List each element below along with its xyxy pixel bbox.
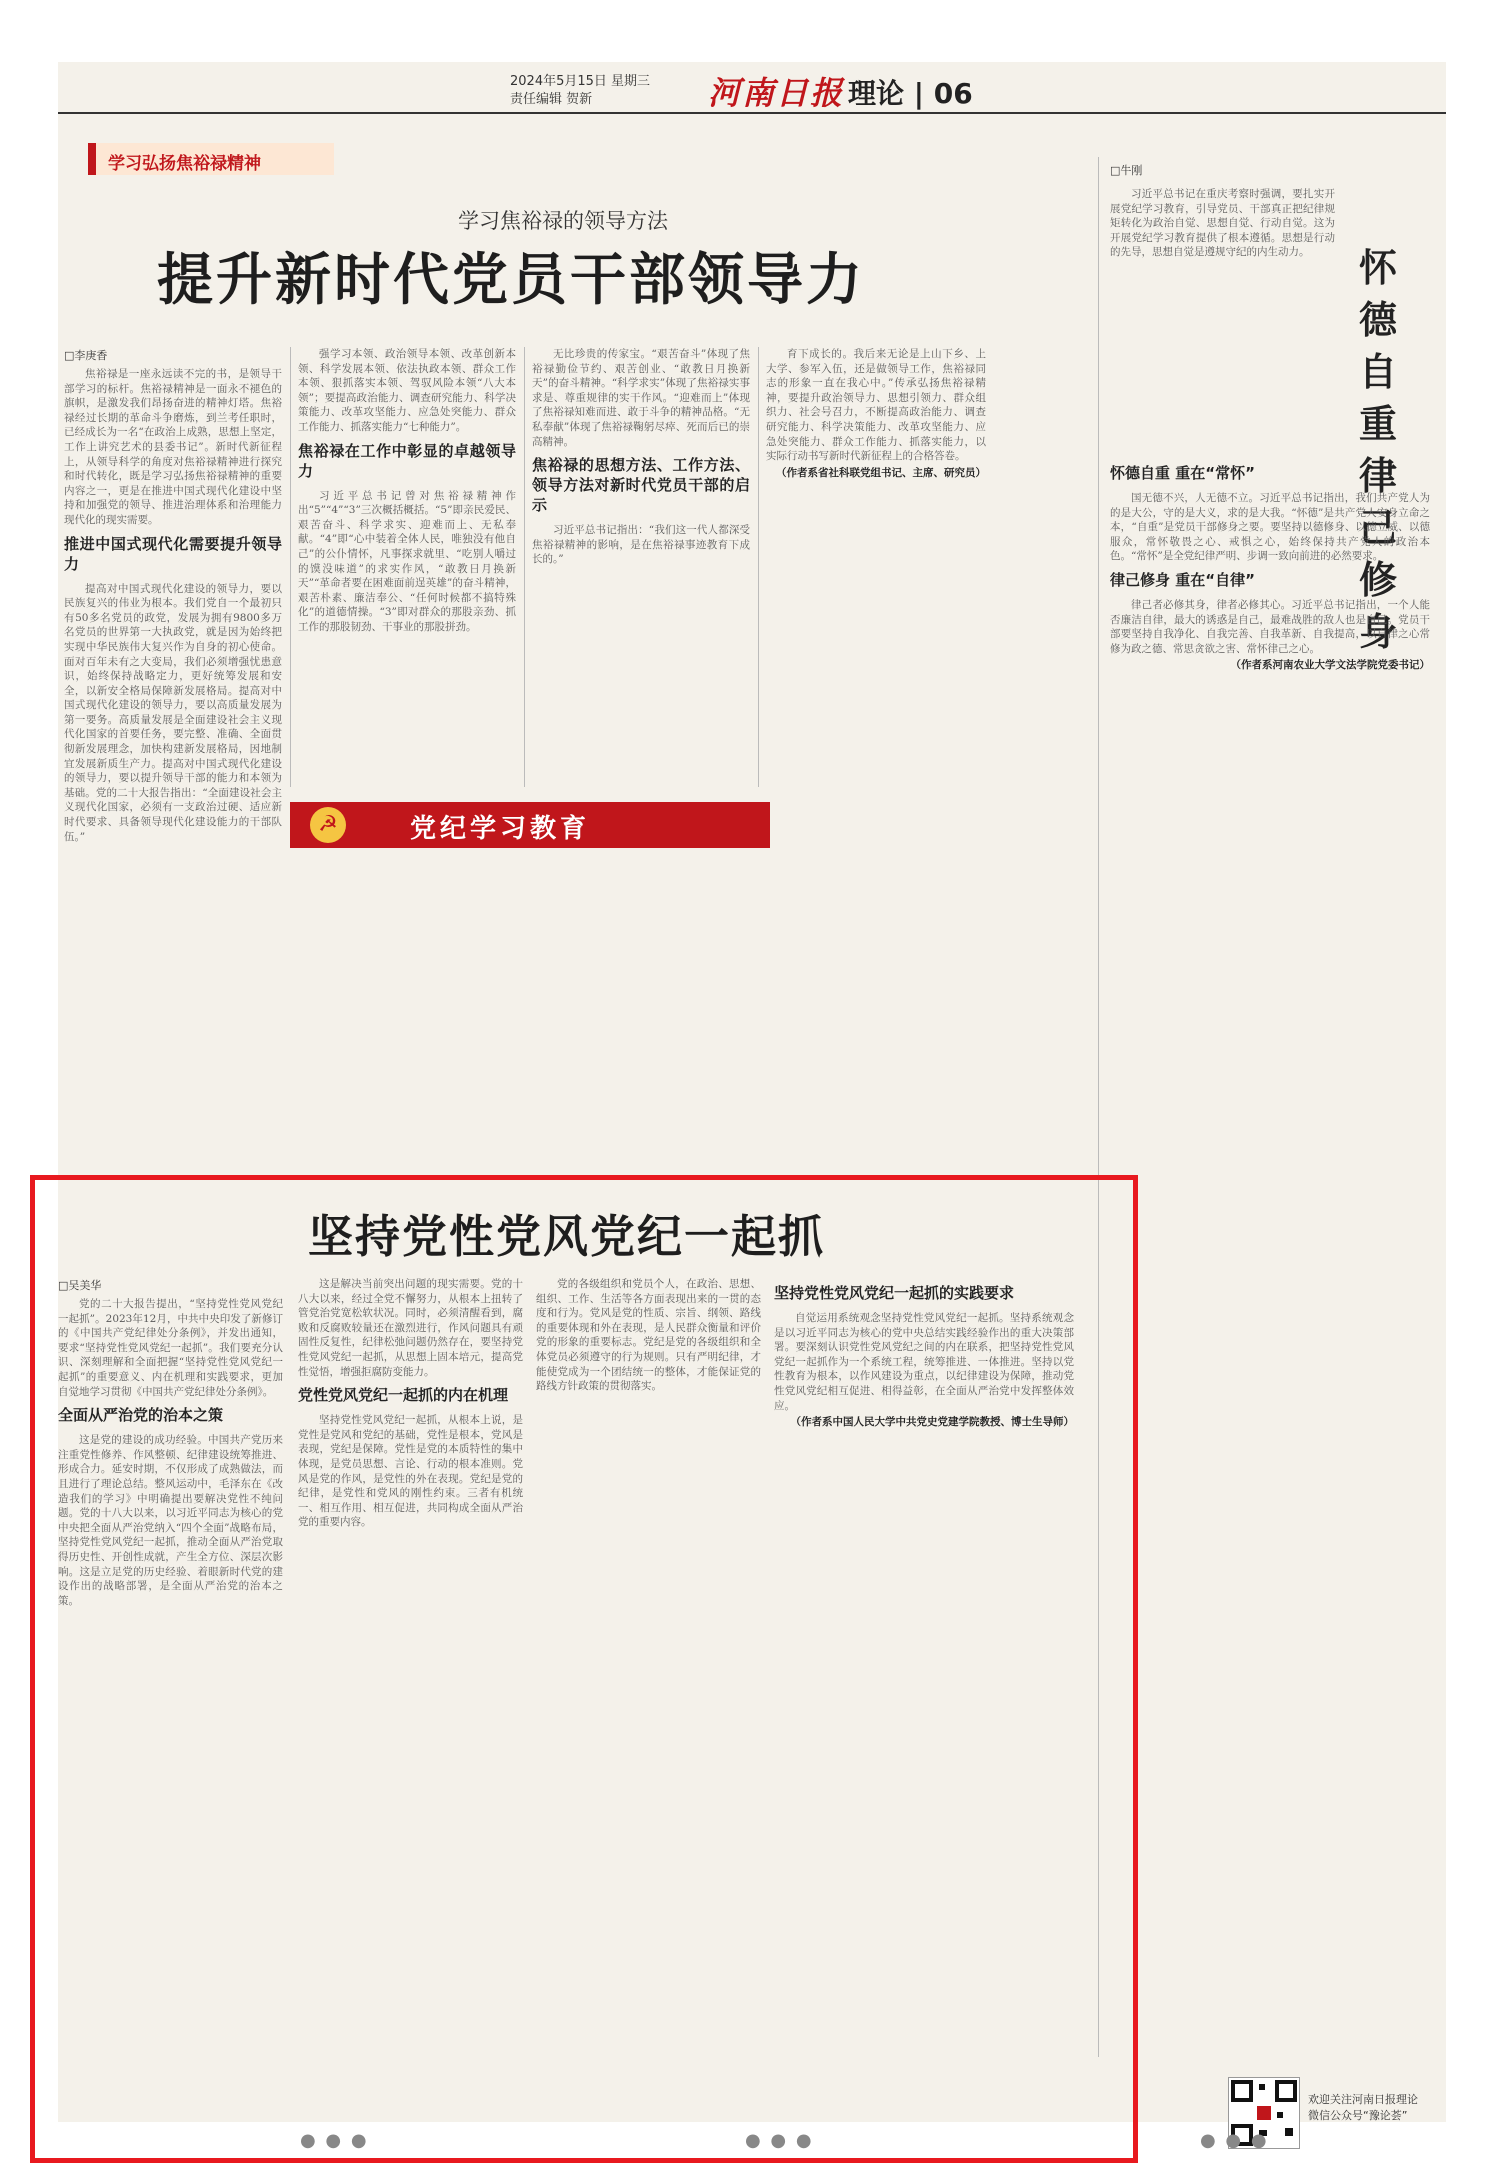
- article-column-1: [64, 367, 282, 843]
- subheading: 推进中国式现代化需要提升领导力: [64, 534, 282, 573]
- column-tag-label: 学习弘扬焦裕禄精神: [108, 154, 261, 174]
- pager-dots[interactable]: ● ● ●: [1200, 2130, 1269, 2151]
- section-label: 理论 | 06: [848, 77, 973, 110]
- column-divider: [290, 347, 291, 787]
- article-column-4: [766, 347, 986, 782]
- right-article-title: 怀德自重 律己修身: [1358, 245, 1397, 654]
- article-byline: □李庚香: [64, 349, 108, 362]
- article-column-2: [298, 347, 516, 782]
- paragraph: 提高对中国式现代化建设的领导力，要以民族复兴的伟业为根本。我们党自一个最初只有50多名党员的政党，发展为拥有9800多万名党员的世界第一大执政党，就是因为始终把实现中华民族伟大复兴作为自身的初心使命。面对百年未有之大变局，我们必须增强忧患意识，始终保持战略定力，更好统筹发展和安全，以新安全格局保障新发展格局。提高对中国式现代化建设的领导力，要以高质量发展为第一要务。高质量发展是全面建设社会主义现代化国家的首要任务，要完整、准确、全面贯彻新发展理念，加快构建新发展格局，因地制宜发展新质生产力。提高对中国式现代化建设的领导力，要以提升领导干部的能力和本领为基础。党的二十大报告指出：“全面建设社会主义现代化国家，必须有一支政治过硬、适应新时代要求、具备领导现代化建设能力的干部队伍。”: [64, 582, 282, 843]
- boxed-column-4: [774, 1277, 1074, 2127]
- subheading: 律己修身 重在“自律”: [1110, 570, 1255, 589]
- subheading: 怀德自重 重在“常怀”: [1110, 464, 1255, 482]
- author-note: （作者系中国人民大学中共党史党建学院教授、博士生导师）: [790, 1416, 1074, 1429]
- pager-dots[interactable]: ● ● ●: [300, 2130, 369, 2151]
- paragraph: 坚持党性党风党纪一起抓，从根本上说，是党性是党风和党纪的基础，党性是根本，党风是表现，党纪是保障。党性是党的本质特性的集中体现，是党员思想、言论、行动的根本准则。党风是党的作风，是党性的外在表现。党纪是党的纪律，是党性和党风的刚性约束。三者有机统一、相互作用、相互促进，共同构成全面从严治党的重要内容。: [298, 1414, 523, 1529]
- paragraph: 无比珍贵的传家宝。“艰苦奋斗”体现了焦裕禄勤俭节约、艰苦创业、“敢教日月换新天”的奋斗精神。“科学求实”体现了焦裕禄实事求是、尊重规律的实干作风。“迎难而上”体现了焦裕禄知难而进、敢于斗争的精神品格。“无私奉献”体现了焦裕禄鞠躬尽瘁、死而后已的崇高精神。: [532, 348, 750, 448]
- paragraph: 这是党的建设的成功经验。中国共产党历来注重党性修养、作风整顿、纪律建设统筹推进、形成合力。延安时期，不仅形成了成熟做法，而且进行了理论总结。整风运动中，毛泽东在《改造我们的学习》中明确提出要解决党性不纯问题。党的十八大以来，以习近平同志为核心的党中央把全面从严治党纳入“四个全面”战略布局，坚持党性党风党纪一起抓，推动全面从严治党取得历史性、开创性成就，产生全方位、深层次影响。这是立足党的历史经验、着眼新时代党的建设作出的战略部署，是全面从严治党的治本之策。: [58, 1434, 283, 1607]
- right-byline: □牛刚: [1110, 164, 1143, 177]
- boxed-byline: □吴美华: [58, 1279, 102, 1292]
- paragraph: 习近平总书记在重庆考察时强调，要扎实开展党纪学习教育，引导党员、干部真正把纪律规矩转化为政治自觉、思想自觉、行动自觉。这为开展党纪学习教育提供了根本遵循。思想是行动的先导，思想自觉是遵规守纪的内生动力。: [1110, 188, 1335, 259]
- party-emblem-icon: ☭: [310, 807, 346, 843]
- newspaper-logo: 河南日报: [708, 74, 845, 112]
- issue-date: 2024年5月15日 星期三: [510, 74, 651, 89]
- paragraph: 育下成长的。我后来无论是上山下乡、上大学、参军入伍，还是做领导工作，焦裕禄同志的形象一直在我心中。”传承弘扬焦裕禄精神，要提升政治领导力、思想引领力、群众组织力、社会号召力，不断提高政治能力、调查研究能力、科学决策能力、改革攻坚能力、应急处突能力、群众工作能力、抓落实能力，以实际行动书写新时代新征程上的合格答卷。: [766, 348, 986, 463]
- subheading: 焦裕禄在工作中彰显的卓越领导力: [298, 441, 516, 480]
- column-divider: [524, 347, 525, 787]
- subheading: 坚持党性党风党纪一起抓的实践要求: [774, 1284, 1015, 1302]
- author-note: （作者系省社科联党组书记、主席、研究员）: [776, 466, 986, 479]
- paragraph: 强学习本领、政治领导本领、改革创新本领、科学发展本领、依法执政本领、群众工作本领、狠抓落实本领、驾驭风险本领“八大本领”；要提高政治能力、调查研究能力、科学决策能力、改革攻坚能力、应急处突能力、群众工作能力、抓落实能力“七种能力”。: [298, 348, 516, 433]
- paragraph: 习近平总书记曾对焦裕禄精神作出“5”“4”“3”三次概括概括。“5”即亲民爱民、艰苦奋斗、科学求实、迎难而上、无私奉献。“4”即“心中装着全体人民，唯独没有他自己”的公仆情怀，凡事探求就里、“吃别人嚼过的馍没味道”的求实作风，“敢教日月换新天”“革命者要在困难面前逞英雄”的奋斗精神，艰苦朴素、廉洁奉公、“任何时候都不搞特殊化”的道德情操。“3”即对群众的那股亲劲、抓工作的那股韧劲、干事业的那股拼劲。: [298, 489, 516, 633]
- article-title: 提升新时代党员干部领导力: [157, 247, 865, 313]
- article-column-3: [532, 347, 750, 782]
- right-intro: [1110, 187, 1335, 447]
- qr-caption: 欢迎关注河南日报理论微信公众号“豫论荟”: [1308, 2093, 1418, 2122]
- paragraph: 焦裕禄是一座永远读不完的书，是领导干部学习的标杆。焦裕禄精神是一面永不褪色的旗帜，是激发我们昂扬奋进的精神灯塔。焦裕禄经过长期的革命斗争磨炼，到兰考任职时，已经成长为一名“在政治上成熟，思想上坚定，工作上讲究艺术的县委书记”。新时代新征程上，从领导科学的角度对焦裕禄精神进行探究和时代转化，既是学习弘扬焦裕禄精神的重要内容之一，更是在推进中国式现代化建设中坚持和加强党的领导、推进治理体系和治理能力现代化的现实需要。: [64, 368, 282, 526]
- paragraph: 自觉运用系统观念坚持党性党风党纪一起抓。坚持系统观念是以习近平同志为核心的党中央总结实践经验作出的重大决策部署。要深刻认识党性党风党纪之间的内在联系，把坚持党性党风党纪一起抓作为一个系统工程，统筹推进、一体推进。坚持以党性教育为根本，以作风建设为重点，以纪律建设为保障，推动党性党风党纪相互促进、相得益彰，在全面从严治党中发挥整体效应。: [774, 1312, 1074, 1412]
- boxed-column-1: [58, 1297, 283, 2127]
- article-kicker: 学习焦裕禄的领导方法: [458, 209, 668, 233]
- column-divider: [758, 347, 759, 787]
- newspaper-page: [58, 62, 1446, 2122]
- paragraph: 党的二十大报告提出，“坚持党性党风党纪一起抓”。2023年12月，中共中央印发了新修订的《中国共产党纪律处分条例》，并发出通知，要求“坚持党性党风党纪一起抓”。我们要充分认识、深刻理解和全面把握“坚持党性党风党纪一起抓”的重要意义、内在机理和实践要求，更加自觉地学习贯彻《中国共产党纪律处分条例》。: [58, 1298, 283, 1398]
- page-header: [58, 62, 1446, 112]
- header-rule: [58, 112, 1446, 114]
- section-band: [290, 802, 770, 848]
- subheading: 焦裕禄的思想方法、工作方法、领导方法对新时代党员干部的启示: [532, 456, 750, 515]
- author-note: （作者系河南农业大学文法学院党委书记）: [1230, 659, 1430, 672]
- responsible-editor: 责任编辑 贺新: [510, 92, 593, 107]
- band-title: 党纪学习教育: [410, 814, 591, 844]
- paragraph: 国无德不兴，人无德不立。习近平总书记指出，我们共产党人为的是大公，守的是大义，求的是大我。“怀德”是共产党人安身立命之本，“自重”是党员干部修身之要。要坚持以德修身、以德立威、以德服众，常怀敬畏之心、戒惧之心，始终保持共产党人的政治本色。“常怀”是全党纪律严明、步调一致向前进的必然要求。: [1110, 492, 1430, 563]
- paragraph: 党的各级组织和党员个人，在政治、思想、组织、工作、生活等各方面表现出来的一贯的态度和行为。党风是党的性质、宗旨、纲领、路线的重要体现和外在表现，是人民群众衡量和评价党的形象的重要标志。党纪是党的各级组织和全体党员必须遵守的行为规则。只有严明纪律，才能使党成为一个团结统一的整体，才能保证党的路线方针政策的贯彻落实。: [536, 1278, 761, 1393]
- paragraph: 这是解决当前突出问题的现实需要。党的十八大以来，经过全党不懈努力，从根本上扭转了管党治党宽松软状况。同时，必须清醒看到，腐败和反腐败较量还在激烈进行，作风问题具有顽固性反复性，纪律松弛问题仍然存在，要坚持党性党风党纪一起抓，从思想上固本培元，提高党性觉悟，增强拒腐防变能力。: [298, 1278, 523, 1378]
- column-tag: [88, 143, 334, 175]
- subheading: 党性党风党纪一起抓的内在机理: [298, 1386, 509, 1405]
- boxed-column-3: [536, 1277, 761, 2127]
- right-body: [1110, 457, 1430, 1887]
- pager-dots[interactable]: ● ● ●: [745, 2130, 814, 2151]
- boxed-column-2: [298, 1277, 523, 2127]
- subheading: 全面从严治党的治本之策: [58, 1406, 224, 1425]
- paragraph: 习近平总书记指出：“我们这一代人都深受焦裕禄精神的影响，是在焦裕禄事迹教育下成长的。”: [532, 524, 750, 566]
- paragraph: 律己者必修其身，律者必修其心。习近平总书记指出，一个人能否廉洁自律，最大的诱惑是自己，最难战胜的敌人也是自己。党员干部要坚持自我净化、自我完善、自我革新、自我提高，以自律之心常修为政之德、常思贪欲之害、常怀律己之心。: [1110, 598, 1430, 655]
- boxed-article-title: 坚持党性党风党纪一起抓: [308, 1210, 826, 1263]
